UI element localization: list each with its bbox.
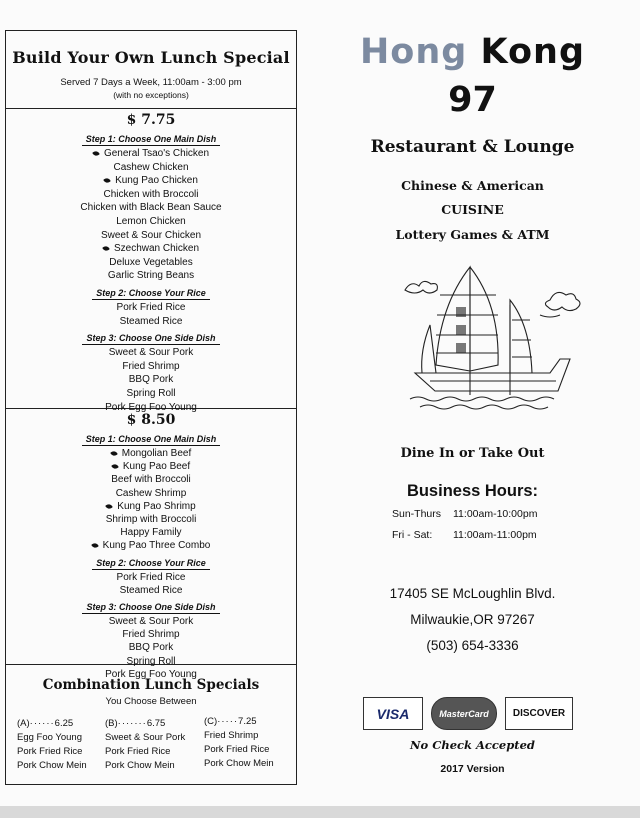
menu-item-label: Cashew Shrimp <box>115 487 187 499</box>
menu-item <box>6 256 296 270</box>
menu-item <box>6 641 296 654</box>
lunch-special-header <box>6 31 296 109</box>
menu-item-label: Mongolian Beef <box>121 448 192 459</box>
menu-item <box>6 315 296 329</box>
chili-pepper-icon <box>102 245 110 252</box>
chili-pepper-icon <box>111 463 119 470</box>
tier-850-section <box>6 409 296 680</box>
combo-price: 6.75 <box>146 718 166 729</box>
tier-price: $ 8.50 <box>126 412 176 428</box>
cuisine-line-1: Chinese & American <box>401 178 544 193</box>
tier-price: $ 7.75 <box>126 112 176 128</box>
menu-item <box>6 373 296 387</box>
menu-item <box>6 487 296 500</box>
mastercard-logo: MasterCard <box>431 697 497 730</box>
menu-item-label: Sweet & Sour Pork <box>108 347 194 359</box>
combo-price: 6.25 <box>54 718 74 729</box>
menu-item <box>6 473 296 486</box>
menu-item <box>6 346 296 360</box>
menu-item-label: Spring Roll <box>126 387 176 399</box>
step-heading: Step 1: Choose One Main Dish <box>82 133 221 146</box>
menu-item <box>6 615 296 628</box>
menu-item-label: Fried Shrimp <box>122 629 180 641</box>
combo-item: Pork Fried Rice <box>204 744 270 755</box>
side-dish-list <box>6 346 296 414</box>
menu-item-label: Kung Pao Chicken <box>115 175 198 187</box>
menu-item <box>6 628 296 641</box>
menu-item-label: BBQ Pork <box>128 642 174 654</box>
main-dish-list <box>6 447 296 553</box>
lunch-special-title: Build Your Own Lunch Special <box>12 48 290 67</box>
menu-item <box>6 188 296 202</box>
menu-item <box>6 174 296 188</box>
menu-item-label: Kung Pao Beef <box>122 461 191 473</box>
step-heading: Step 3: Choose One Side Dish <box>82 601 219 614</box>
menu-item-label: Sweet & Sour Chicken <box>100 229 202 241</box>
menu-item-label: Chicken with Black Bean Sauce <box>80 202 222 214</box>
step-heading: Step 2: Choose Your Rice <box>92 557 210 570</box>
menu-item-label: Shrimp with Broccoli <box>105 514 197 526</box>
combo-option-a: (A)······6.25 Egg Foo Young Pork Fried Rice Pork Chow Mein <box>17 718 87 771</box>
chili-pepper-icon <box>92 150 100 157</box>
combo-item: Egg Foo Young <box>17 732 82 743</box>
no-check-accepted: No Check Accepted <box>410 738 535 752</box>
menu-item-label: Pork Egg Foo Young <box>105 401 197 413</box>
city-address: Milwaukie,OR 97267 <box>410 612 535 627</box>
chili-pepper-icon <box>110 450 118 457</box>
bottom-strip <box>0 806 640 818</box>
menu-item <box>6 201 296 215</box>
no-exceptions-note: (with no exceptions) <box>113 90 189 100</box>
combo-item: Pork Chow Mein <box>17 760 87 771</box>
menu-version: 2017 Version <box>440 763 505 775</box>
hours-time: 11:00am-11:00pm <box>453 529 537 541</box>
menu-item-label: Steamed Rice <box>119 315 183 327</box>
menu-item-label: BBQ Pork <box>128 374 174 386</box>
combo-label: (C) <box>204 716 218 727</box>
menu-item <box>6 584 296 597</box>
menu-item <box>6 539 296 552</box>
served-hours: Served 7 Days a Week, 11:00am - 3:00 pm <box>60 77 242 88</box>
menu-item-label: Deluxe Vegetables <box>109 256 193 268</box>
visa-logo: VISA <box>363 697 423 730</box>
rice-list <box>6 301 296 328</box>
menu-item <box>6 269 296 283</box>
lunch-menu-panel <box>5 30 297 785</box>
menu-item <box>6 229 296 243</box>
menu-item-label: Sweet & Sour Pork <box>108 616 194 628</box>
chinese-junk-ship-illustration <box>400 255 590 425</box>
menu-item-label: Beef with Broccoli <box>111 474 191 486</box>
menu-item-label: Chicken with Broccoli <box>103 188 199 200</box>
discover-logo: DISCOVER <box>505 697 573 730</box>
hours-time: 11:00am-10:00pm <box>453 508 538 520</box>
menu-item-label: Steamed Rice <box>119 584 183 596</box>
menu-item-label: Happy Family <box>120 527 182 539</box>
combination-specials-section <box>6 665 296 786</box>
menu-item-label: Pork Fried Rice <box>116 571 186 583</box>
restaurant-info-panel <box>305 0 640 818</box>
menu-item <box>6 513 296 526</box>
menu-item <box>6 161 296 175</box>
rice-list <box>6 571 296 597</box>
combo-item: Sweet & Sour Pork <box>105 732 186 743</box>
combo-item: Pork Fried Rice <box>17 746 83 757</box>
menu-item <box>6 360 296 374</box>
menu-item-label: Lemon Chicken <box>116 215 186 227</box>
menu-item <box>6 242 296 256</box>
menu-item-label: Fried Shrimp <box>122 360 180 372</box>
step-heading: Step 2: Choose Your Rice <box>92 287 210 300</box>
menu-item-label: Spring Roll <box>126 655 176 667</box>
combo-subtitle: You Choose Between <box>105 696 197 707</box>
main-dish-list <box>6 147 296 283</box>
menu-item <box>6 387 296 401</box>
combo-option-c: (C)·····7.25 Fried Shrimp Pork Fried Rice Pork Chow Mein <box>204 716 274 769</box>
combo-label: (B) <box>105 718 118 729</box>
name-kong: Kong <box>480 32 586 72</box>
chili-pepper-icon <box>105 503 113 510</box>
step-heading: Step 1: Choose One Main Dish <box>82 433 221 446</box>
combo-item: Pork Fried Rice <box>105 746 171 757</box>
restaurant-tagline: Restaurant & Lounge <box>370 137 575 157</box>
cuisine-line-2: CUISINE <box>441 202 504 217</box>
step-heading: Step 3: Choose One Side Dish <box>82 332 219 345</box>
combo-item: Fried Shrimp <box>204 730 259 741</box>
street-address: 17405 SE McLoughlin Blvd. <box>389 586 556 601</box>
name-hong: Hong <box>360 32 468 72</box>
hours-days: Fri - Sat: <box>392 529 433 541</box>
combo-item: Pork Chow Mein <box>204 758 274 769</box>
phone-number: (503) 654-3336 <box>426 638 519 653</box>
hours-days: Sun-Thurs <box>392 508 442 520</box>
menu-item-label: Pork Fried Rice <box>116 301 186 313</box>
combo-price: 7.25 <box>238 716 257 727</box>
menu-item-label: Szechwan Chicken <box>113 243 200 255</box>
combo-item: Pork Chow Mein <box>105 760 175 771</box>
chili-pepper-icon <box>103 177 111 184</box>
restaurant-number: 97 <box>448 80 497 120</box>
menu-item <box>6 447 296 460</box>
menu-item <box>6 571 296 584</box>
menu-item-label: Kung Pao Shrimp <box>117 500 196 512</box>
menu-item-label: Cashew Chicken <box>113 161 189 173</box>
tier-775-section <box>6 109 296 413</box>
chili-pepper-icon <box>91 542 99 549</box>
extras-line: Lottery Games & ATM <box>395 227 550 242</box>
dine-in-take-out: Dine In or Take Out <box>400 446 545 461</box>
menu-item-label: Pork Egg Foo Young <box>105 668 197 680</box>
combo-option-b: (B)·······6.75 Sweet & Sour Pork Pork Fried Rice Pork Chow Mein <box>105 718 186 771</box>
combo-title: Combination Lunch Specials <box>42 677 260 693</box>
menu-item-label: Garlic String Beans <box>107 270 195 282</box>
menu-item <box>6 460 296 473</box>
menu-item <box>6 215 296 229</box>
business-hours-title: Business Hours: <box>406 482 539 500</box>
combo-label: (A) <box>17 718 30 729</box>
menu-item <box>6 526 296 539</box>
accepted-cards <box>363 697 583 733</box>
menu-item <box>6 301 296 315</box>
menu-item <box>6 500 296 513</box>
menu-item-label: General Tsao's Chicken <box>103 148 210 159</box>
menu-item <box>6 147 296 161</box>
restaurant-name <box>360 32 585 72</box>
menu-item-label: Kung Pao Three Combo <box>102 540 211 552</box>
